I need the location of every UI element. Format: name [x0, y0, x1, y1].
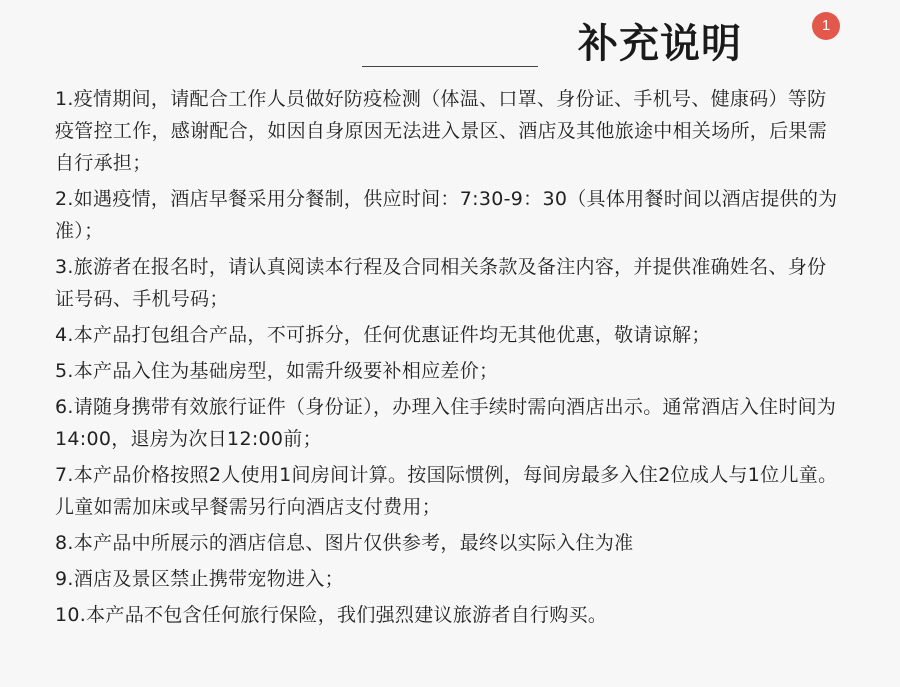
notes-list — [55, 83, 845, 635]
note-item: 5.本产品入住为基础房型，如需升级要补相应差价； — [55, 360, 499, 382]
note-item: 9.酒店及景区禁止携带宠物进入； — [55, 568, 344, 590]
note-item: 4.本产品打包组合产品，不可拆分，任何优惠证件均无其他优惠，敬请谅解； — [55, 324, 711, 346]
note-item: 8.本产品中所展示的酒店信息、图片仅供参考，最终以实际入住为准 — [55, 532, 634, 554]
note-item: 1.疫情期间，请配合工作人员做好防疫检测（体温、口罩、身份证、手机号、健康码）等防疫管控工作，感谢配合，如因自身原因无法进入景区、酒店及其他旅途中相关场所，后果需自行承担； — [55, 88, 828, 174]
note-item: 7.本产品价格按照2人使用1间房间计算。按国际惯例，每间房最多入住2位成人与1位儿童。儿童如需加床或早餐需另行向酒店支付费用； — [55, 464, 838, 518]
page-title: 补充说明 — [578, 21, 742, 67]
page-number-badge: 1 — [812, 12, 840, 40]
header — [0, 0, 900, 80]
note-item: 6.请随身携带有效旅行证件（身份证），办理入住手续时需向酒店出示。通常酒店入住时间为14:00，退房为次日12:00前； — [55, 396, 837, 450]
note-item: 2.如遇疫情，酒店早餐采用分餐制，供应时间：7:30-9：30（具体用餐时间以酒店提供的为准）； — [55, 188, 838, 242]
header-divider — [362, 66, 538, 67]
note-item: 3.旅游者在报名时，请认真阅读本行程及合同相关条款及备注内容，并提供准确姓名、身份证号码、手机号码； — [55, 256, 827, 310]
note-item: 10.本产品不包含任何旅行保险，我们强烈建议旅游者自行购买。 — [55, 604, 608, 626]
